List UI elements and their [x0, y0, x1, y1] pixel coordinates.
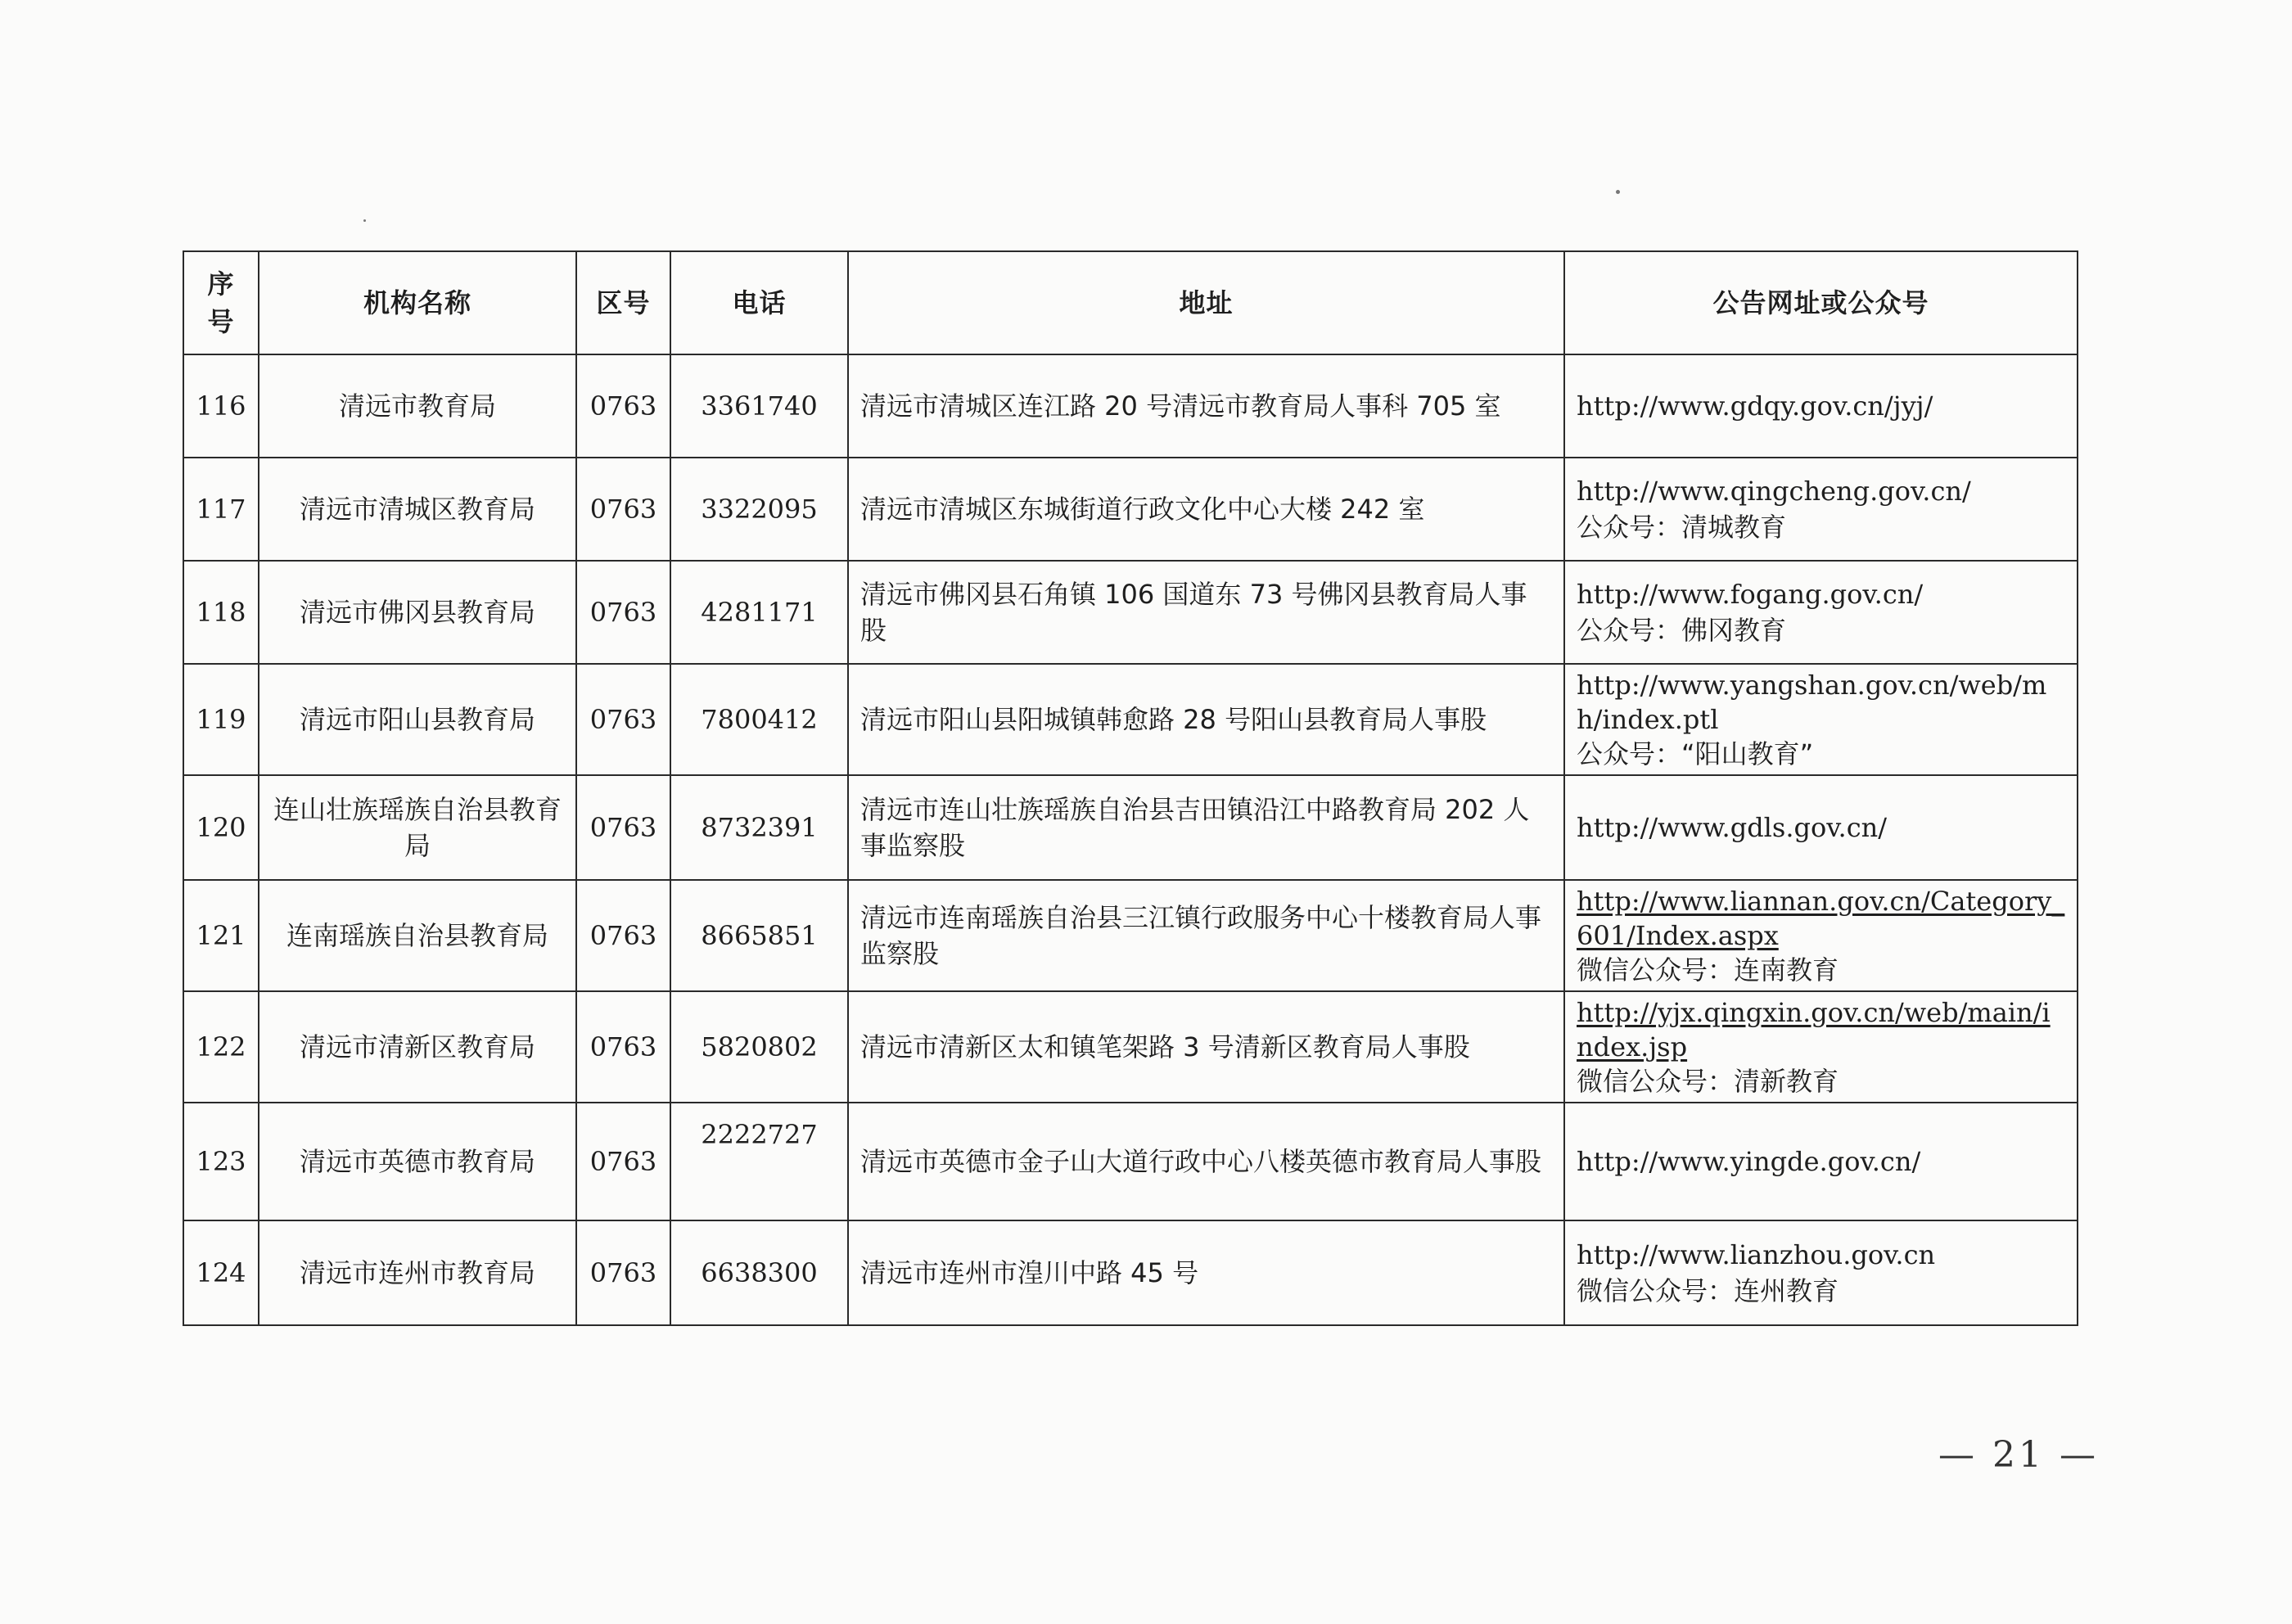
header-seq — [183, 251, 259, 354]
cell-area-code: 0763 — [576, 1103, 670, 1220]
cell-org: 清远市教育局 — [259, 354, 576, 458]
cell-website — [1564, 354, 2078, 458]
cell-address: 清远市连南瑶族自治县三江镇行政服务中心十楼教育局人事监察股 — [848, 880, 1564, 991]
website-link[interactable]: http://www.fogang.gov.cn/ — [1577, 579, 1924, 610]
cell-area-code: 0763 — [576, 1220, 670, 1325]
cell-seq: 124 — [183, 1220, 259, 1325]
cell-address: 清远市阳山县阳城镇韩愈路 28 号阳山县教育局人事股 — [848, 664, 1564, 775]
cell-area-code: 0763 — [576, 664, 670, 775]
cell-org: 清远市清城区教育局 — [259, 458, 576, 561]
header-website: 公告网址或公众号 — [1564, 251, 2078, 354]
cell-website — [1564, 458, 2078, 561]
header-area-code: 区号 — [576, 251, 670, 354]
cell-org: 清远市清新区教育局 — [259, 991, 576, 1103]
website-link[interactable]: http://www.yingde.gov.cn/ — [1577, 1146, 1921, 1177]
page-number: — 21 — — [1938, 1434, 2099, 1476]
header-seq-line2: 号 — [207, 306, 235, 337]
website-link[interactable]: http://www.gdls.gov.cn/ — [1577, 812, 1888, 843]
table-row — [183, 880, 2078, 991]
cell-website — [1564, 1220, 2078, 1325]
table-row — [183, 991, 2078, 1103]
header-phone: 电话 — [670, 251, 848, 354]
wechat-account: 公众号：清城教育 — [1577, 512, 1787, 543]
header-seq-line1: 序 — [207, 268, 235, 300]
agency-contact-table — [183, 250, 2078, 1326]
website-link[interactable]: http://yjx.qingxin.gov.cn/web/main/index.jsp — [1577, 997, 2051, 1062]
header-org: 机构名称 — [259, 251, 576, 354]
cell-address: 清远市清城区连江路 20 号清远市教育局人事科 705 室 — [848, 354, 1564, 458]
cell-org: 清远市英德市教育局 — [259, 1103, 576, 1220]
cell-org: 清远市连州市教育局 — [259, 1220, 576, 1325]
header-address: 地址 — [848, 251, 1564, 354]
cell-address: 清远市佛冈县石角镇 106 国道东 73 号佛冈县教育局人事股 — [848, 561, 1564, 664]
cell-phone: 5820802 — [670, 991, 848, 1103]
cell-phone: 3322095 — [670, 458, 848, 561]
table-header-row — [183, 251, 2078, 354]
table-row — [183, 664, 2078, 775]
table-row — [183, 1103, 2078, 1220]
cell-org: 连山壮族瑶族自治县教育局 — [259, 775, 576, 880]
cell-phone: 7800412 — [670, 664, 848, 775]
wechat-account: 微信公众号：连州教育 — [1577, 1275, 1839, 1306]
cell-area-code: 0763 — [576, 991, 670, 1103]
website-link[interactable]: http://www.liannan.gov.cn/Category_601/Index.aspx — [1577, 886, 2065, 951]
cell-seq: 121 — [183, 880, 259, 991]
cell-website — [1564, 664, 2078, 775]
cell-area-code: 0763 — [576, 458, 670, 561]
cell-website — [1564, 1103, 2078, 1220]
website-link[interactable]: http://www.qingcheng.gov.cn/ — [1577, 476, 1971, 507]
cell-address: 清远市清新区太和镇笔架路 3 号清新区教育局人事股 — [848, 991, 1564, 1103]
cell-address: 清远市连山壮族瑶族自治县吉田镇沿江中路教育局 202 人事监察股 — [848, 775, 1564, 880]
cell-address: 清远市连州市湟川中路 45 号 — [848, 1220, 1564, 1325]
cell-area-code: 0763 — [576, 775, 670, 880]
cell-area-code: 0763 — [576, 561, 670, 664]
cell-address: 清远市英德市金子山大道行政中心八楼英德市教育局人事股 — [848, 1103, 1564, 1220]
cell-phone: 4281171 — [670, 561, 848, 664]
cell-org: 连南瑶族自治县教育局 — [259, 880, 576, 991]
cell-website — [1564, 880, 2078, 991]
cell-seq: 119 — [183, 664, 259, 775]
cell-seq: 120 — [183, 775, 259, 880]
cell-address: 清远市清城区东城街道行政文化中心大楼 242 室 — [848, 458, 1564, 561]
website-link[interactable]: http://www.yangshan.gov.cn/web/mh/index.ptl — [1577, 670, 2047, 735]
table-row — [183, 354, 2078, 458]
cell-seq: 122 — [183, 991, 259, 1103]
website-link[interactable]: http://www.gdqy.gov.cn/jyj/ — [1577, 390, 1933, 422]
cell-seq: 116 — [183, 354, 259, 458]
cell-org: 清远市阳山县教育局 — [259, 664, 576, 775]
wechat-account: 微信公众号：清新教育 — [1577, 1066, 1839, 1097]
cell-website — [1564, 561, 2078, 664]
cell-seq: 117 — [183, 458, 259, 561]
cell-website — [1564, 775, 2078, 880]
cell-seq: 118 — [183, 561, 259, 664]
cell-phone: 6638300 — [670, 1220, 848, 1325]
table-row — [183, 458, 2078, 561]
table-row — [183, 561, 2078, 664]
cell-seq: 123 — [183, 1103, 259, 1220]
table-row — [183, 1220, 2078, 1325]
cell-org: 清远市佛冈县教育局 — [259, 561, 576, 664]
wechat-account: 公众号：佛冈教育 — [1577, 615, 1787, 646]
scan-speck — [363, 219, 366, 222]
cell-area-code: 0763 — [576, 880, 670, 991]
cell-website — [1564, 991, 2078, 1103]
cell-phone: 8732391 — [670, 775, 848, 880]
scan-speck — [1616, 190, 1620, 194]
cell-phone: 8665851 — [670, 880, 848, 991]
wechat-account: 公众号：“阳山教育” — [1577, 738, 1814, 769]
wechat-account: 微信公众号：连南教育 — [1577, 954, 1839, 986]
website-link[interactable]: http://www.lianzhou.gov.cn — [1577, 1239, 1936, 1270]
cell-phone: 2222727 — [670, 1103, 848, 1220]
cell-phone: 3361740 — [670, 354, 848, 458]
table-row — [183, 775, 2078, 880]
cell-area-code: 0763 — [576, 354, 670, 458]
